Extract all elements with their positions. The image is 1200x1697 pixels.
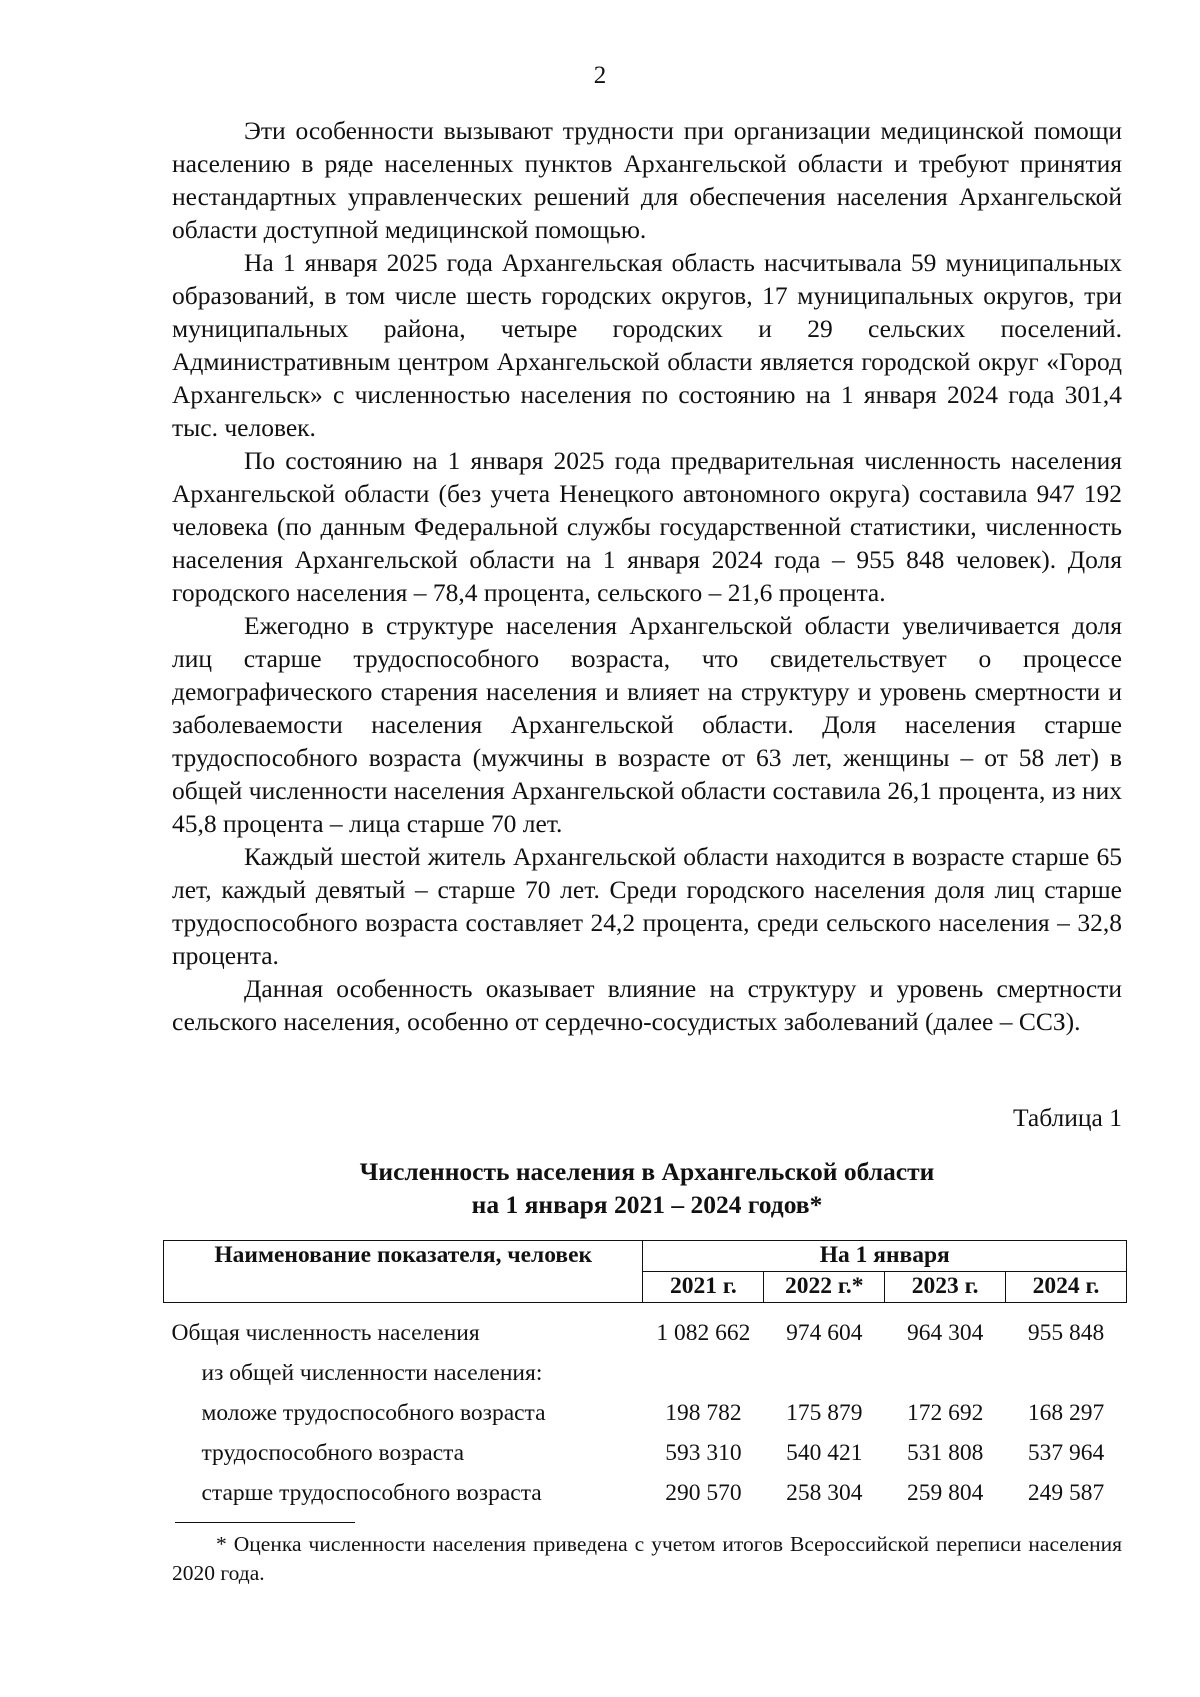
cell-value: 1 082 662 (656, 1319, 751, 1346)
cell-value: 249 587 (1027, 1479, 1105, 1506)
paragraph: По состоянию на 1 января 2025 года предварительная численность населения Архангельской области (без учета Ненецкого автономного округа) составила 947 192 человека (по данным Федеральной службы государственной статистики, численность населения Архангельской области на 1 января 2024 года – 955 848 человек). Доля городского населения – 78,4 процента, сельского – 21,6 процента. (172, 446, 1122, 607)
paragraph: На 1 января 2025 года Архангельская область насчитывала 59 муниципальных образований, в том числе шесть городских округов, 17 муниципальных округов, три муниципальных района, четыре городских и 29 сельских поселений. Административным центром Архангельской области является городской округ «Город Архангельск» с численностью населения по состоянию на 1 января 2024 года 301,4 тыс. человек. (172, 248, 1122, 442)
cell-value: 198 782 (665, 1399, 742, 1426)
row-label: моложе трудоспособного возраста (201, 1399, 546, 1426)
table-row (164, 1353, 1127, 1393)
table-title-line: на 1 января 2021 – 2024 годов* (471, 1190, 823, 1219)
paragraph: Эти особенности вызывают трудности при организации медицинской помощи населению в ряде населенных пунктов Архангельской области и требуют принятия нестандартных управленческих решений для обеспечения населения Архангельской области доступной медицинской помощью. (172, 116, 1122, 244)
table-row (164, 1303, 1127, 1354)
cell-value: 540 421 (786, 1439, 863, 1466)
row-label: трудоспособного возраста (201, 1439, 465, 1466)
footnote-divider (175, 1522, 355, 1523)
row-label: Общая численность населения (171, 1319, 480, 1346)
population-table (163, 1240, 1127, 1513)
cell-value (643, 1353, 764, 1393)
table-title-line: Численность населения в Архангельской области (359, 1157, 935, 1186)
header-year: 2022 г.* (764, 1272, 885, 1303)
body-text (172, 114, 1122, 1038)
row-label: старше трудоспособного возраста (201, 1479, 542, 1506)
cell-value: 974 604 (786, 1319, 863, 1346)
header-year: 2023 г. (885, 1272, 1006, 1303)
page-number: 2 (593, 62, 607, 89)
header-indicator: Наименование показателя, человек (164, 1241, 643, 1303)
cell-value: 955 848 (1027, 1319, 1105, 1346)
cell-value (764, 1353, 885, 1393)
cell-value: 259 804 (906, 1479, 984, 1506)
cell-value: 593 310 (665, 1439, 742, 1466)
header-group: На 1 января (643, 1241, 1127, 1272)
paragraph: Каждый шестой житель Архангельской области находится в возрасте старше 65 лет, каждый девятый – старше 70 лет. Среди городского населения доля лиц старше трудоспособного возраста составляет 24,2 процента, среди сельского населения – 32,8 процента. (172, 842, 1122, 970)
cell-value: 537 964 (1027, 1439, 1105, 1466)
table-header-row (164, 1241, 1127, 1272)
table-row (164, 1473, 1127, 1513)
footnote: * Оценка численности населения приведена с учетом итогов Всероссийской переписи населения 2020 года. (172, 1532, 1122, 1585)
table-title (172, 1155, 1122, 1221)
table-caption: Таблица 1 (1012, 1103, 1122, 1132)
table-row (164, 1433, 1127, 1473)
paragraph: Ежегодно в структуре населения Архангельской области увеличивается доля лиц старше трудоспособного возраста, что свидетельствует о процессе демографического старения населения и влияет на структуру и уровень смертности и заболеваемости населения Архангельской области. Доля населения старше трудоспособного возраста (мужчины в возрасте от 63 лет, женщины – от 58 лет) в общей численности населения Архангельской области составила 26,1 процента, из них 45,8 процента – лица старше 70 лет. (172, 611, 1122, 838)
cell-value: 172 692 (906, 1399, 984, 1426)
cell-value: 258 304 (786, 1479, 863, 1506)
header-year: 2024 г. (1006, 1272, 1127, 1303)
row-label: из общей численности населения: (201, 1359, 543, 1386)
cell-value: 168 297 (1027, 1399, 1105, 1426)
cell-value (1006, 1353, 1127, 1393)
cell-value (885, 1353, 1006, 1393)
cell-value: 290 570 (665, 1479, 742, 1506)
cell-value: 531 808 (906, 1439, 984, 1466)
header-year: 2021 г. (643, 1272, 764, 1303)
paragraph: Данная особенность оказывает влияние на структуру и уровень смертности сельского населения, особенно от сердечно-сосудистых заболеваний (далее – ССЗ). (172, 974, 1122, 1036)
cell-value: 175 879 (786, 1399, 863, 1426)
cell-value: 964 304 (906, 1319, 984, 1346)
table-row (164, 1393, 1127, 1433)
